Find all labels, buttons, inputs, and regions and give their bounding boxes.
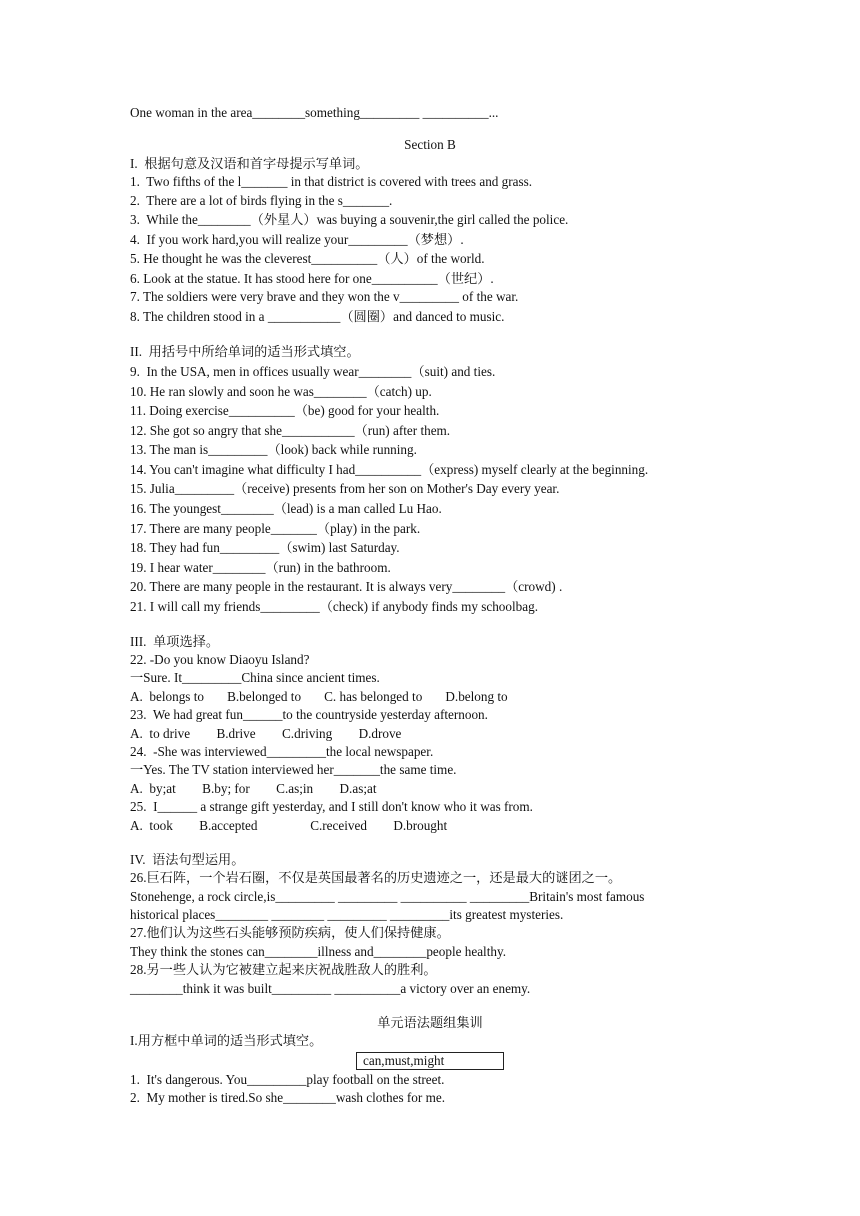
choice-line: 23. We had great fun______to the countryside yesterday afternoon. <box>130 707 488 723</box>
part3-heading: III. 单项选择。 <box>130 633 220 649</box>
question-item: 5. He thought he was the cleverest__________（人）of the world. <box>130 251 485 267</box>
question-item: 18. They had fun_________（swim) last Saturday. <box>130 540 400 556</box>
section-title: Section B <box>404 137 456 153</box>
top-line: One woman in the area________something_________ __________... <box>130 105 499 120</box>
question-item: 12. She got so angry that she___________（run) after them. <box>130 422 451 438</box>
question-item: 9. In the USA, men in offices usually wear________（suit) and ties. <box>130 363 496 379</box>
choice-line: A. took B.accepted C.received D.brought <box>130 817 448 833</box>
spacer <box>130 326 740 342</box>
question-item: 3. While the________（外星人）was buying a souvenir,the girl called the police. <box>130 211 569 227</box>
question-item: 1. It's dangerous. You_________play football on the street. <box>130 1071 445 1087</box>
question-item: 17. There are many people_______（play) in the park. <box>130 520 421 536</box>
question-item: 7. The soldiers were very brave and they won the v_________ of the war. <box>130 289 519 305</box>
spacer <box>130 617 740 633</box>
question-item: 6. Look at the statue. It has stood here for one__________（世纪）. <box>130 270 494 286</box>
grammar-line: Stonehenge, a rock circle,is_________ _________ __________ _________Britain's most famous <box>130 888 645 904</box>
question-item: 8. The children stood in a ___________（圆圈）and danced to music. <box>130 308 505 324</box>
spacer <box>130 122 740 136</box>
question-item: 16. The youngest________（lead) is a man called Lu Hao. <box>130 501 442 517</box>
choice-line: 22. -Do you know Diaoyu Island? <box>130 652 310 668</box>
grammar-line: 27.他们认为这些石头能够预防疾病，使人们保持健康。 <box>130 925 450 941</box>
question-item: 10. He ran slowly and soon he was________（catch) up. <box>130 383 432 399</box>
question-item: 1. Two fifths of the l_______ in that district is covered with trees and grass. <box>130 174 533 190</box>
worksheet-page <box>130 104 740 1108</box>
question-item: 2. There are a lot of birds flying in the s_______. <box>130 192 393 208</box>
grammar-line: 28.另一些人认为它被建立起来庆祝战胜敌人的胜利。 <box>130 962 437 978</box>
question-item: 15. Julia_________（receive) presents from her son on Mother's Day every year. <box>130 481 560 497</box>
grammar-line: They think the stones can________illness and________people healthy. <box>130 943 507 959</box>
grammar-line: historical places________ ________ _________ _________its greatest mysteries. <box>130 907 564 923</box>
choice-line: A. to drive B.drive C.driving D.drove <box>130 725 402 741</box>
choice-line: 24. -She was interviewed_________the local newspaper. <box>130 743 434 759</box>
question-item: 19. I hear water________（run) in the bathroom. <box>130 559 391 575</box>
word-box: can,must,might <box>356 1052 504 1070</box>
choice-line: 一Yes. The TV station interviewed her_______the same time. <box>130 762 457 778</box>
choice-line: 25. I______ a strange gift yesterday, and I still don't know who it was from. <box>130 799 533 815</box>
question-item: 4. If you work hard,you will realize your_________（梦想）. <box>130 231 464 247</box>
question-item: 14. You can't imagine what difficulty I had__________（express) myself clearly at the beginning. <box>130 461 649 477</box>
question-item: 21. I will call my friends_________（check) if anybody finds my schoolbag. <box>130 599 539 615</box>
choice-line: A. belongs to B.belonged to C. has belonged to D.belong to <box>130 688 508 704</box>
spacer <box>130 835 740 851</box>
question-item: 2. My mother is tired.So she________wash clothes for me. <box>130 1090 445 1106</box>
grammar-section-heading: I.用方框中单词的适当形式填空。 <box>130 1033 323 1049</box>
word-box-row <box>130 1051 740 1071</box>
choice-line: A. by;at B.by; for C.as;in D.as;at <box>130 780 377 796</box>
choice-line: 一Sure. It_________China since ancient times. <box>130 670 380 686</box>
question-item: 11. Doing exercise__________（be) good for your health. <box>130 403 440 419</box>
part1-heading: I. 根据句意及汉语和首字母提示写单词。 <box>130 155 369 171</box>
spacer <box>130 998 740 1014</box>
question-item: 13. The man is_________（look) back while running. <box>130 442 417 458</box>
grammar-section-title: 单元语法题组集训 <box>377 1015 483 1031</box>
grammar-line: 26.巨石阵，一个岩石圈，不仅是英国最著名的历史遗迹之一，还是最大的谜团之一。 <box>130 870 622 886</box>
question-item: 20. There are many people in the restaurant. It is always very________（crowd) . <box>130 579 563 595</box>
part4-heading: IV. 语法句型运用。 <box>130 851 245 867</box>
grammar-line: ________think it was built_________ __________a victory over an enemy. <box>130 980 531 996</box>
part2-heading: II. 用括号中所给单词的适当形式填空。 <box>130 344 360 360</box>
